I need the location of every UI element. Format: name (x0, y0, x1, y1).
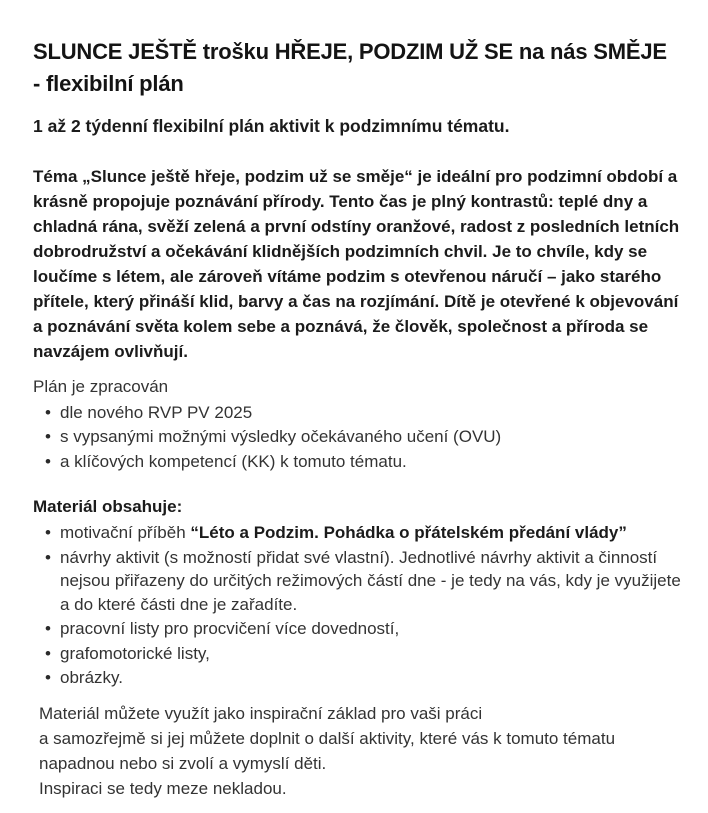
list-item-text: návrhy aktivit (s možností přidat své vlastní). Jednotlivé návrhy aktivit a činností nejsou přiřazeny do určitých režimových částí dne - je tedy na vás, kdy je využijete a do které části dne je zařadíte. (60, 547, 681, 614)
list-item-text: obrázky. (60, 668, 123, 688)
bullet-icon: • (45, 523, 51, 543)
closing-line: Materiál můžete využít jako inspirační základ pro vaši práci (39, 703, 483, 723)
page-title-line-1: SLUNCE JEŠTĚ trošku HŘEJE, PODZIM UŽ SE na nás SMĚJE (33, 38, 667, 64)
closing-line: napadnou nebo si zvolí a vymyslí děti. (39, 753, 327, 773)
page-title (33, 36, 692, 100)
materials-heading: Materiál obsahuje: (33, 497, 183, 517)
list-item-text: pracovní listy pro procvičení více dovedností, (60, 619, 400, 639)
bullet-icon: • (45, 547, 51, 567)
page-title-line-2: - flexibilní plán (33, 70, 184, 96)
list-item-text: s vypsanými možnými výsledky očekávaného učení (OVU) (60, 427, 502, 447)
bullet-icon: • (45, 619, 51, 639)
bullet-icon: • (45, 668, 51, 688)
list-item (33, 425, 692, 449)
list-item-text: grafomotorické listy, (60, 643, 210, 663)
bullet-icon: • (45, 643, 51, 663)
list-item-text: motivační příběh (60, 523, 191, 543)
list-item-text: a klíčových kompetencí (KK) k tomuto tématu. (60, 451, 407, 471)
plan-intro-text: Plán je zpracován (33, 376, 169, 396)
closing-line: Inspiraci se tedy meze nekladou. (39, 778, 287, 798)
bullet-icon: • (45, 427, 51, 447)
list-item (33, 546, 692, 617)
list-item (33, 666, 692, 690)
list-item (33, 450, 692, 474)
page-subtitle: 1 až 2 týdenní flexibilní plán aktivit k podzimnímu tématu. (33, 115, 510, 136)
closing-line: a samozřejmě si jej můžete doplnit o další aktivity, které vás k tomuto tématu (39, 728, 616, 748)
closing-paragraph (33, 701, 691, 801)
bullet-icon: • (45, 451, 51, 471)
story-title-text: “Léto a Podzim. Pohádka o přátelském předání vlády” (190, 523, 627, 543)
bullet-icon: • (45, 402, 51, 422)
materials-list (33, 521, 692, 690)
list-item (33, 521, 692, 545)
plan-list (33, 401, 692, 474)
list-item (33, 642, 692, 666)
intro-paragraph: Téma „Slunce ještě hřeje, podzim už se směje“ je ideální pro podzimní období a krásně propojuje poznávání přírody. Tento čas je plný kontrastů: teplé dny a chladná rána, svěží zelená a první odstíny oranžové, radost z posledních letních dobrodružství a očekávání klidnějších podzimních chvil. Je to chvíle, kdy se loučíme s létem, ale zároveň vítáme podzim s otevřenou náručí – jako starého přítele, který přináší klid, barvy a čas na rozjímání. Dítě je otevřené k objevování a poznávání světa kolem sebe a poznává, že člověk, společnost a příroda se navzájem ovlivňují. (33, 166, 680, 361)
list-item-text: dle nového RVP PV 2025 (60, 402, 253, 422)
list-item (33, 401, 692, 425)
list-item (33, 617, 692, 641)
